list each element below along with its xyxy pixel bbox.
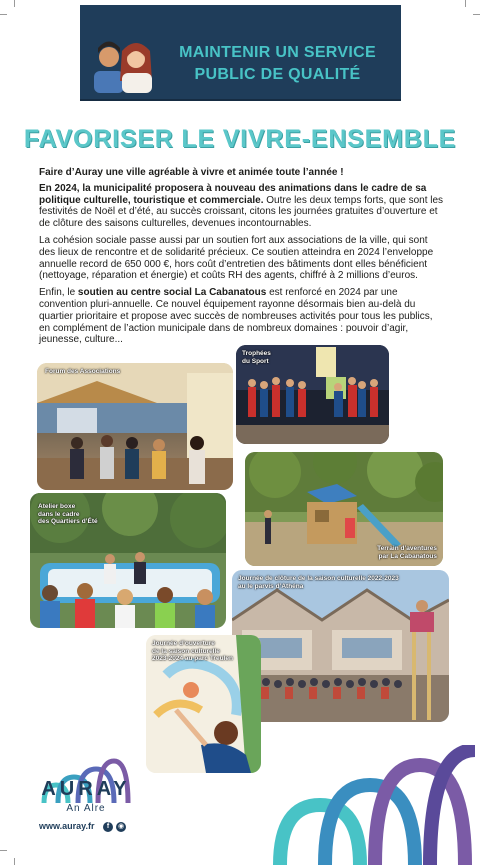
photo-trophees xyxy=(236,345,389,444)
people-illustration-icon xyxy=(92,33,154,93)
photo-forum xyxy=(37,363,233,490)
paragraph-associations: La cohésion sociale passe aussi par un soutien fort aux associations de la ville, qui sont des lieux de rencontre et de solidarité précieux. Ce soutien atteindra en 2024 l’enveloppe annuelle record de 650 000 €, hors coût d’entretien des bâtiments dont elles bénéficient (nettoyage, réparation et énergie) et coûts RH des agents, chiffré à 2 millions d’euros. xyxy=(39,234,434,282)
logo-subtitle: An Alre xyxy=(66,803,106,814)
paragraph-cabanatous xyxy=(39,287,444,346)
decorative-waves-icon xyxy=(270,745,480,865)
paragraph-bold: En 2024, la municipalité proposera à nouveau des animations dans le cadre de sa politique culturelle, touristique et commerciale. xyxy=(39,182,427,206)
intro-paragraph: Faire d’Auray une ville agréable à vivre et animée toute l’année ! xyxy=(39,167,344,178)
photo-atelier xyxy=(30,493,226,628)
crop-mark xyxy=(0,14,7,15)
cloture-scene xyxy=(232,570,449,722)
caption-atelier: Atelier boxe dans le cadre des Quartiers d’Été xyxy=(38,503,98,525)
crop-mark xyxy=(465,0,466,7)
photo-ouverture xyxy=(146,635,261,773)
paragraph-text: Enfin, le xyxy=(39,287,78,299)
crop-mark xyxy=(0,850,7,851)
body-text xyxy=(39,167,444,351)
paragraph-text: est renforcé en 2024 par une convention pluri-annuelle. Ce nouvel équipement rayonne désormais bien au-delà du quartier prioritaire et propose avec succès de nombreuses activités pour tous les publics, en complément de l’action municipale dans de nombreux domaines : pouvoir d’agir, jeunesse, culture... xyxy=(39,287,433,346)
caption-trophees: Trophées du Sport xyxy=(242,350,271,365)
caption-ouverture: Journée d’ouverture de la saison culturelle 2023-2024 au parc Treulen xyxy=(152,640,233,662)
photo-cloture xyxy=(232,570,449,722)
paragraph-bold: soutien au centre social La Cabanatous xyxy=(77,287,267,299)
facebook-icon[interactable]: f xyxy=(103,822,113,832)
banner-line-1: MAINTENIR UN SERVICE xyxy=(179,44,376,61)
crop-mark xyxy=(14,0,15,7)
logo-name: AURAY xyxy=(41,778,131,800)
crop-mark xyxy=(14,858,15,865)
photo-terrain xyxy=(245,452,443,566)
website-link[interactable]: www.auray.fr xyxy=(39,821,95,831)
caption-cloture: Journée de clôture de la saison culturelle 2022-2023 au le parvis d’Athéna xyxy=(238,575,399,590)
page-title: FAVORISER LE VIVRE-ENSEMBLE xyxy=(23,125,457,153)
crop-mark xyxy=(473,14,480,15)
forum-scene xyxy=(37,363,233,490)
section-banner xyxy=(80,5,401,101)
caption-forum: Forum des Associations xyxy=(45,368,121,375)
banner-line-2: PUBLIC DE QUALITÉ xyxy=(194,66,361,83)
paragraph-animations xyxy=(39,183,444,230)
paragraph-text: Outre les deux temps forts, que sont les festivités de Noël et d’été, au succès croissant, citons les journées gratuites d’ouverture et de clôture des saisons culturelles, devenues incontournables. xyxy=(39,194,444,230)
instagram-icon[interactable]: ◉ xyxy=(117,823,125,830)
caption-terrain: Terrain d’aventures par La Cabanatous xyxy=(377,545,437,560)
